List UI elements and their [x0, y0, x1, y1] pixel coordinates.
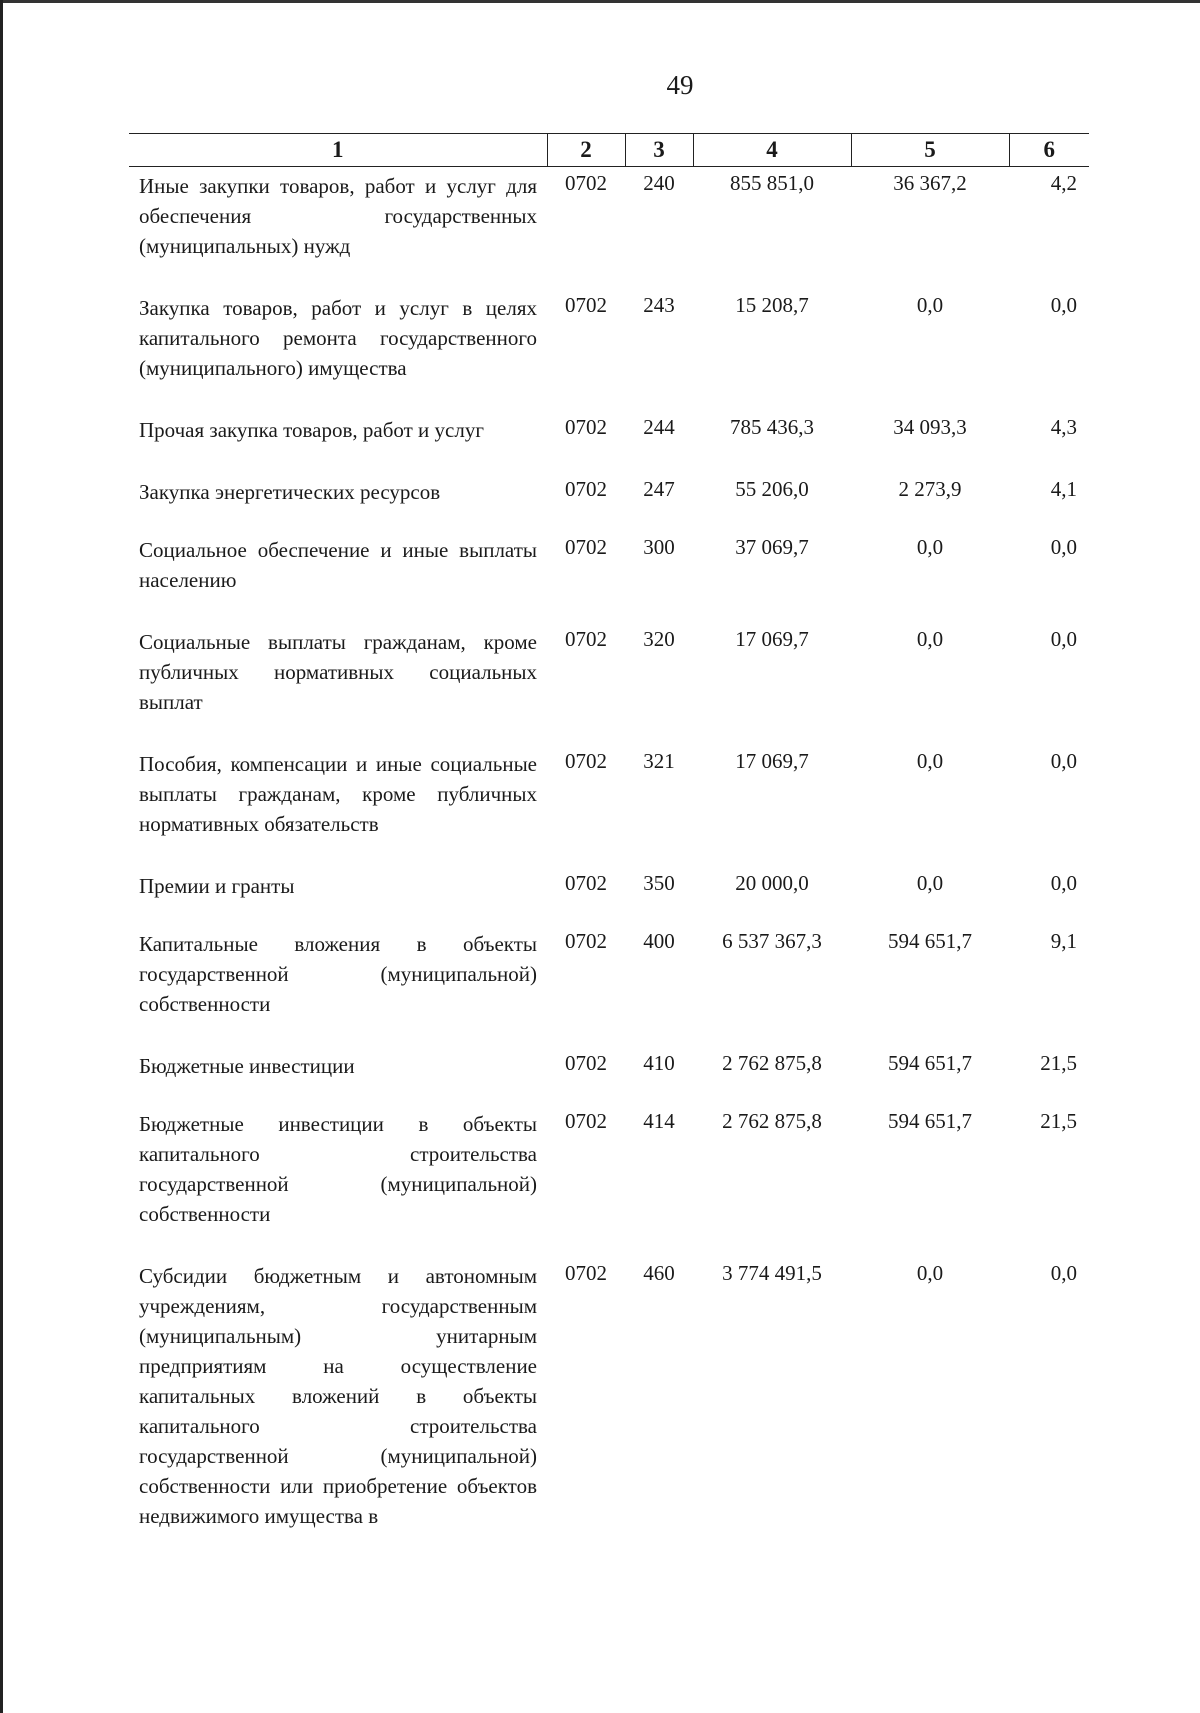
row-section-code: 0702 — [565, 293, 607, 317]
row-percent: 21,5 — [1040, 1109, 1077, 1133]
table-row — [129, 1105, 1089, 1257]
row-name: Закупка товаров, работ и услуг в целях капитального ремонта государственного (муниципального) имущества — [139, 296, 537, 380]
table-row — [129, 411, 1089, 473]
row-actual-amount: 36 367,2 — [893, 171, 967, 195]
row-name: Социальные выплаты гражданам, кроме публичных нормативных социальных выплат — [139, 630, 537, 714]
row-plan-amount: 20 000,0 — [735, 871, 809, 895]
row-actual-amount: 0,0 — [916, 293, 944, 317]
row-percent: 0,0 — [1050, 535, 1077, 559]
row-actual-amount: 0,0 — [916, 749, 944, 773]
table-row — [129, 289, 1089, 411]
row-plan-amount: 2 762 875,8 — [722, 1051, 822, 1075]
row-plan-amount: 855 851,0 — [730, 171, 814, 195]
table-row — [129, 745, 1089, 867]
row-name: Иные закупки товаров, работ и услуг для обеспечения государственных (муниципальных) нужд — [139, 174, 537, 258]
row-percent: 4,1 — [1050, 477, 1077, 501]
scan-edge-top — [0, 0, 1200, 3]
row-expense-type: 247 — [643, 477, 675, 501]
row-actual-amount: 0,0 — [916, 1261, 944, 1285]
row-section-code: 0702 — [565, 1051, 607, 1075]
page-number: 49 — [666, 70, 694, 100]
col-header-1: 1 — [129, 134, 547, 167]
table-row — [129, 623, 1089, 745]
row-plan-amount: 785 436,3 — [730, 415, 814, 439]
row-name: Прочая закупка товаров, работ и услуг — [139, 418, 484, 442]
row-expense-type: 243 — [643, 293, 675, 317]
row-actual-amount: 0,0 — [916, 627, 944, 651]
row-expense-type: 300 — [643, 535, 675, 559]
row-name: Субсидии бюджетным и автономным учреждениям, государственным (муниципальным) унитарным предприятиям на осуществление капитальных вложений в объекты капитального строительства государственной (муниципальной) собственности или приобретение объектов недвижимого имущества в — [139, 1264, 537, 1528]
row-section-code: 0702 — [565, 1261, 607, 1285]
row-actual-amount: 594 651,7 — [888, 929, 972, 953]
row-expense-type: 240 — [643, 171, 675, 195]
row-percent: 0,0 — [1050, 293, 1077, 317]
table-row — [129, 1047, 1089, 1105]
budget-table — [129, 133, 1089, 1531]
row-actual-amount: 2 273,9 — [898, 477, 962, 501]
row-name: Премии и гранты — [139, 874, 295, 898]
col-header-6: 6 — [1009, 134, 1089, 167]
row-percent: 9,1 — [1050, 929, 1077, 953]
row-percent: 21,5 — [1040, 1051, 1077, 1075]
table-row — [129, 925, 1089, 1047]
row-actual-amount: 34 093,3 — [893, 415, 967, 439]
row-plan-amount: 17 069,7 — [735, 749, 809, 773]
row-actual-amount: 0,0 — [916, 535, 944, 559]
row-plan-amount: 6 537 367,3 — [722, 929, 822, 953]
row-expense-type: 350 — [643, 871, 675, 895]
header-row — [129, 134, 1089, 167]
row-plan-amount: 3 774 491,5 — [722, 1261, 822, 1285]
row-section-code: 0702 — [565, 535, 607, 559]
row-expense-type: 414 — [643, 1109, 675, 1133]
table-row — [129, 1257, 1089, 1531]
row-name: Бюджетные инвестиции — [139, 1054, 355, 1078]
col-header-4: 4 — [693, 134, 851, 167]
col-header-5: 5 — [851, 134, 1009, 167]
row-percent: 0,0 — [1050, 1261, 1077, 1285]
table-row — [129, 531, 1089, 623]
row-expense-type: 321 — [643, 749, 675, 773]
row-section-code: 0702 — [565, 627, 607, 651]
row-expense-type: 400 — [643, 929, 675, 953]
row-expense-type: 320 — [643, 627, 675, 651]
row-name: Бюджетные инвестиции в объекты капитального строительства государственной (муниципальной) собственности — [139, 1112, 537, 1226]
row-section-code: 0702 — [565, 477, 607, 501]
row-plan-amount: 2 762 875,8 — [722, 1109, 822, 1133]
row-name: Социальное обеспечение и иные выплаты населению — [139, 538, 537, 592]
table-row — [129, 867, 1089, 925]
row-name: Закупка энергетических ресурсов — [139, 480, 441, 504]
row-section-code: 0702 — [565, 929, 607, 953]
row-percent: 0,0 — [1050, 627, 1077, 651]
col-header-3: 3 — [625, 134, 693, 167]
row-plan-amount: 15 208,7 — [735, 293, 809, 317]
row-section-code: 0702 — [565, 749, 607, 773]
row-percent: 0,0 — [1050, 749, 1077, 773]
row-section-code: 0702 — [565, 871, 607, 895]
row-section-code: 0702 — [565, 415, 607, 439]
row-name: Капитальные вложения в объекты государственной (муниципальной) собственности — [139, 932, 537, 1016]
row-plan-amount: 17 069,7 — [735, 627, 809, 651]
row-percent: 0,0 — [1050, 871, 1077, 895]
row-plan-amount: 55 206,0 — [735, 477, 809, 501]
row-name: Пособия, компенсации и иные социальные выплаты гражданам, кроме публичных нормативных обязательств — [139, 752, 537, 836]
row-percent: 4,2 — [1050, 171, 1077, 195]
row-plan-amount: 37 069,7 — [735, 535, 809, 559]
col-header-2: 2 — [547, 134, 625, 167]
row-actual-amount: 594 651,7 — [888, 1051, 972, 1075]
row-section-code: 0702 — [565, 1109, 607, 1133]
row-expense-type: 460 — [643, 1261, 675, 1285]
table-row — [129, 473, 1089, 531]
row-actual-amount: 0,0 — [916, 871, 944, 895]
row-expense-type: 244 — [643, 415, 675, 439]
row-percent: 4,3 — [1050, 415, 1077, 439]
row-section-code: 0702 — [565, 171, 607, 195]
scan-edge-left — [0, 0, 3, 1713]
row-expense-type: 410 — [643, 1051, 675, 1075]
table-row — [129, 167, 1089, 290]
row-actual-amount: 594 651,7 — [888, 1109, 972, 1133]
